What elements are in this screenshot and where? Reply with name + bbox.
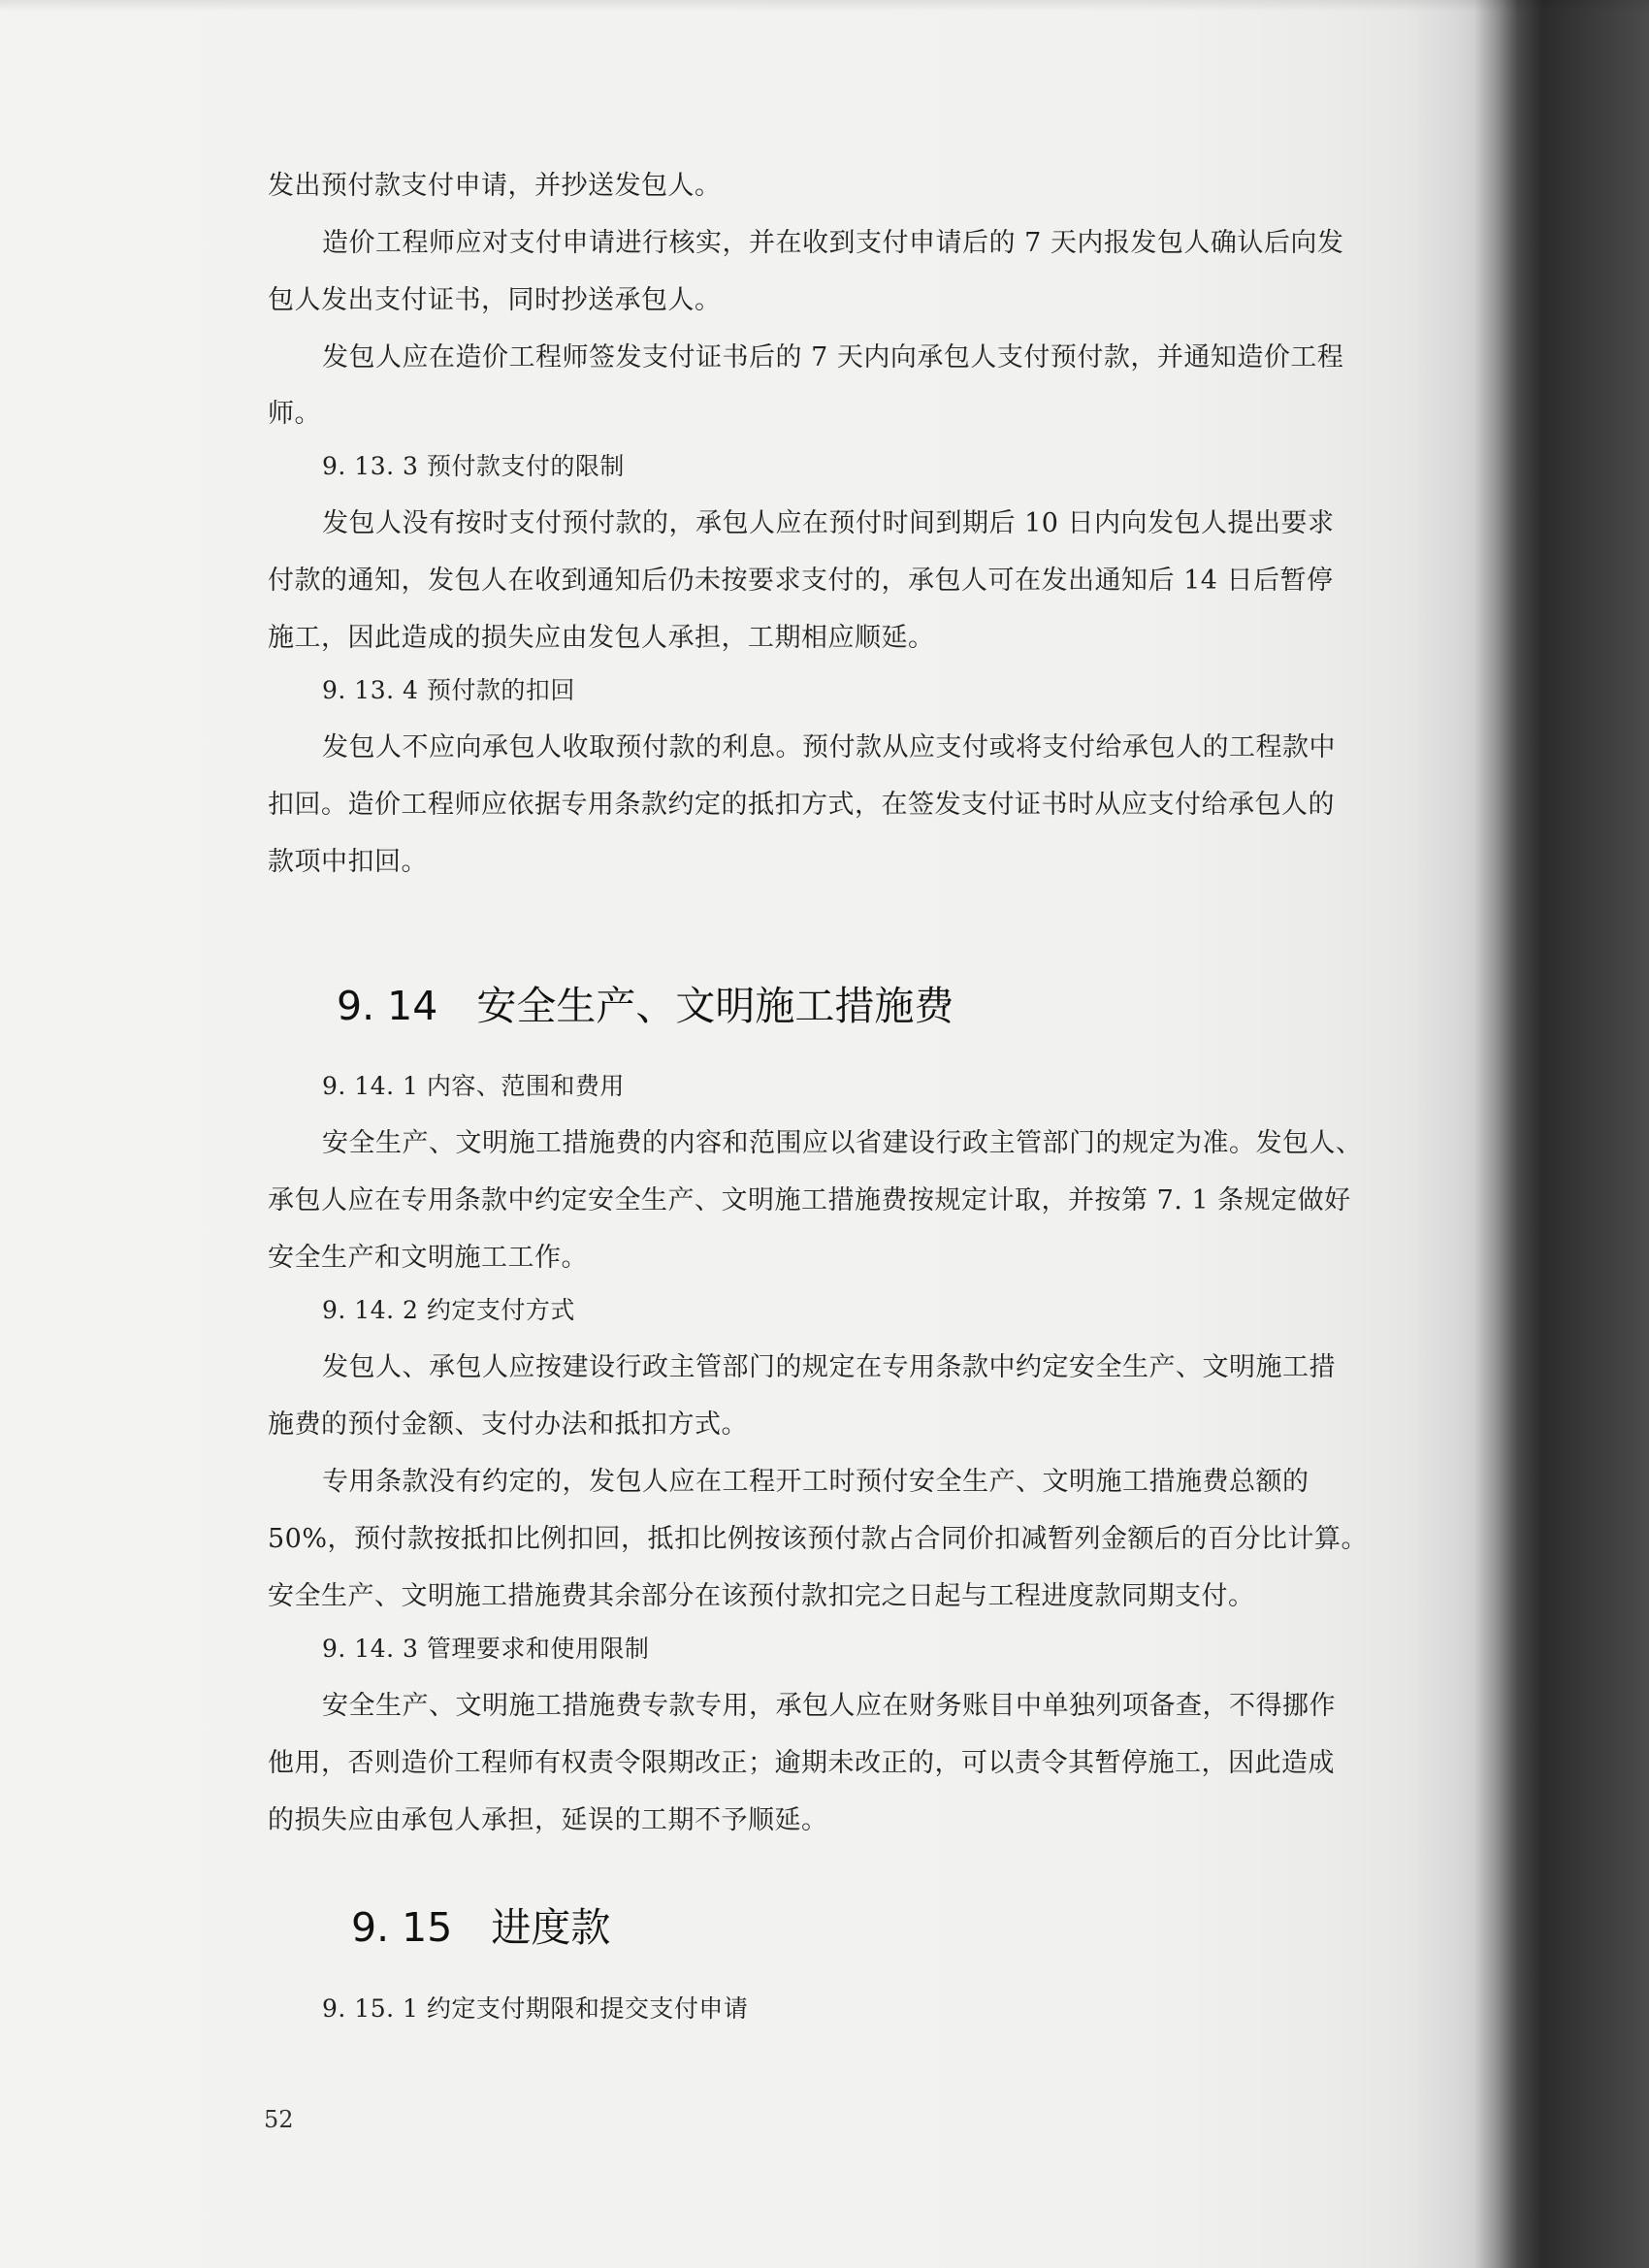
section-number: 9. 14 [337,983,438,1029]
section-heading-9-14 [337,983,954,1029]
paragraph-line: 发包人没有按时支付预付款的，承包人应在预付时间到期后 10 日内向发包人提出要求 [322,508,1335,538]
subsection-heading-9-14-1: 9. 14. 1 内容、范围和费用 [322,1072,625,1100]
paragraph-line: 发包人、承包人应按建设行政主管部门的规定在专用条款中约定安全生产、文明施工措 [322,1352,1336,1382]
paragraph-line: 扣回。造价工程师应依据专用条款约定的抵扣方式，在签发支付证书时从应支付给承包人的 [268,790,1335,820]
section-heading-9-15 [351,1904,611,1951]
paragraph-line: 50%，预付款按抵扣比例扣回，抵扣比例按该预付款占合同价扣减暂列金额后的百分比计算。 [268,1524,1369,1554]
section-number: 9. 15 [351,1904,453,1951]
subsection-heading-9-13-3: 9. 13. 3 预付款支付的限制 [322,452,625,480]
paragraph-line: 发包人不应向承包人收取预付款的利息。预付款从应支付或将支付给承包人的工程款中 [322,732,1336,762]
paragraph-line: 承包人应在专用条款中约定安全生产、文明施工措施费按规定计取，并按第 7. 1 条规定做好 [268,1185,1351,1215]
subsection-heading-9-15-1: 9. 15. 1 约定支付期限和提交支付申请 [322,1994,749,2023]
paragraph-line: 施费的预付金额、支付办法和抵扣方式。 [268,1409,748,1440]
paragraph-line: 专用条款没有约定的，发包人应在工程开工时预付安全生产、文明施工措施费总额的 [322,1467,1310,1497]
paragraph-line: 发出预付款支付申请，并抄送发包人。 [268,171,722,201]
paragraph-line: 安全生产、文明施工措施费专款专用，承包人应在财务账目中单独列项备查，不得挪作 [322,1691,1336,1721]
paragraph-line: 他用，否则造价工程师有权责令限期改正；逾期未改正的，可以责令其暂停施工，因此造成 [268,1748,1335,1778]
paragraph-line: 款项中扣回。 [268,847,428,877]
paragraph-line: 安全生产、文明施工措施费其余部分在该预付款扣完之日起与工程进度款同期支付。 [268,1581,1255,1611]
paragraph-line: 的损失应由承包人承担，延误的工期不予顺延。 [268,1805,828,1835]
paragraph-line: 安全生产、文明施工措施费的内容和范围应以省建设行政主管部门的规定为准。发包人、 [322,1128,1363,1158]
section-title: 进度款 [491,1904,611,1951]
section-title: 安全生产、文明施工措施费 [476,983,954,1029]
subsection-heading-9-14-3: 9. 14. 3 管理要求和使用限制 [322,1635,650,1663]
paragraph-line: 施工，因此造成的损失应由发包人承担，工期相应顺延。 [268,623,935,653]
subsection-heading-9-13-4: 9. 13. 4 预付款的扣回 [322,676,575,704]
paragraph-line: 发包人应在造价工程师签发支付证书后的 7 天内向承包人支付预付款，并通知造价工程 [322,342,1344,373]
paragraph-line: 安全生产和文明施工工作。 [268,1243,588,1273]
paragraph-line: 付款的通知，发包人在收到通知后仍未按要求支付的，承包人可在发出通知后 14 日后暂停 [268,566,1334,596]
paragraph-line: 师。 [268,399,321,429]
subsection-heading-9-14-2: 9. 14. 2 约定支付方式 [322,1296,575,1324]
page-number: 52 [264,2106,294,2133]
paragraph-line: 包人发出支付证书，同时抄送承包人。 [268,285,722,315]
paragraph-line: 造价工程师应对支付申请进行核实，并在收到支付申请后的 7 天内报发包人确认后向发 [322,228,1344,258]
